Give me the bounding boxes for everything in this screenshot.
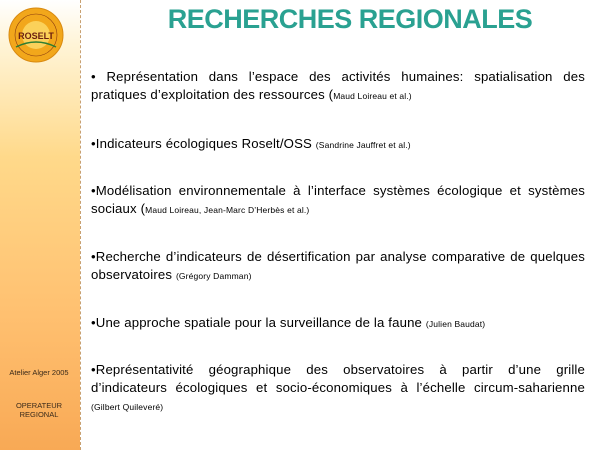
event-label: Atelier Alger 2005: [9, 368, 69, 377]
bullet-1-text: • Représentation dans l’espace des activités humaines: spatialisation des pratiques d’exploitation des ressources (: [91, 69, 585, 102]
bullet-3-text: •Modélisation environnementale à l’interface systèmes écologique et systèmes sociaux (: [91, 183, 585, 216]
bullet-4-credit: (Grégory Damman): [175, 271, 252, 281]
sidebar: [0, 0, 80, 450]
role-line1: OPERATEUR: [15, 401, 63, 410]
bullet-5-text: •Une approche spatiale pour la surveillance de la faune: [91, 315, 426, 330]
bullet-6-text: •Représentativité géographique des observatoires à partir d’une grille d’indicateurs écologiques et socio-économiques à l’échelle circum-saharienne: [91, 362, 585, 395]
svg-text:ROSELT: ROSELT: [18, 31, 54, 41]
bullet-3: [91, 182, 585, 219]
roselt-logo-icon: [8, 7, 64, 63]
sidebar-divider: [80, 0, 81, 450]
bullet-4-text: •Recherche d’indicateurs de désertification par analyse comparative de quelques observatoires: [91, 249, 585, 282]
bullet-1-credit: Maud Loireau et al.): [333, 91, 412, 101]
role-line2: REGIONAL: [19, 410, 59, 419]
bullet-2-credit: (Sandrine Jauffret et al.): [315, 140, 411, 150]
bullet-6: [91, 361, 585, 416]
bullet-5-credit: (Julien Baudat): [425, 319, 486, 329]
bullet-3-credit: Maud Loireau, Jean-Marc D’Herbès et al.): [145, 205, 310, 215]
bullet-2: [91, 135, 585, 154]
bullet-5: [91, 314, 585, 333]
bullet-1: [91, 68, 585, 105]
bullet-6-credit: (Gilbert Quileveré): [91, 402, 164, 412]
page-title: RECHERCHES REGIONALES: [167, 4, 533, 34]
bullet-4: [91, 248, 585, 285]
bullet-2-text: •Indicateurs écologiques Roselt/OSS: [91, 136, 316, 151]
